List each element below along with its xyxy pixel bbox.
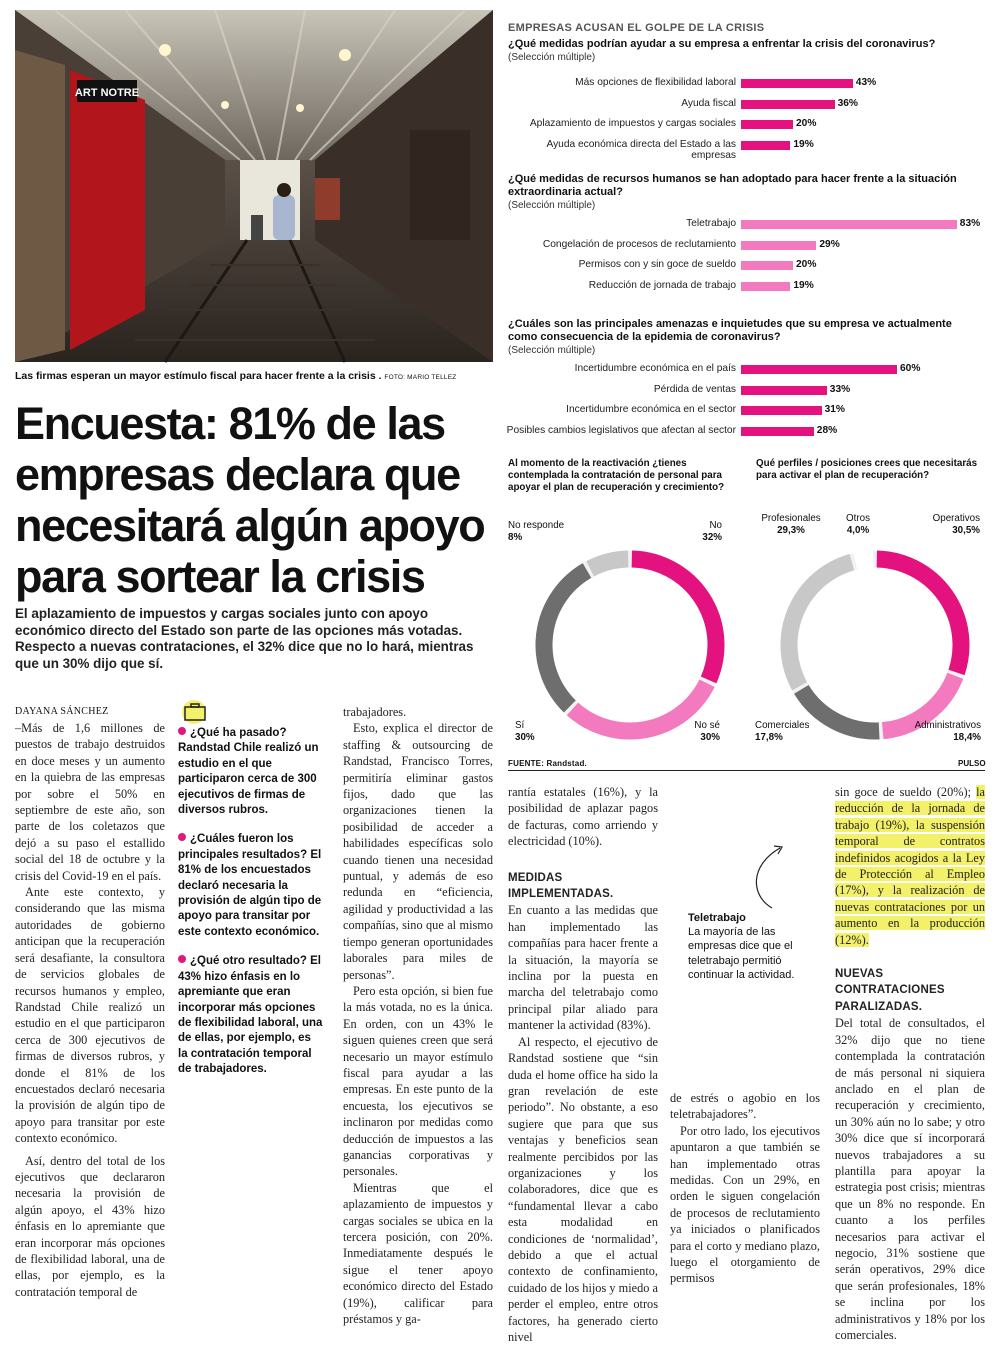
- bar-label: Incertidumbre económica en el país: [574, 363, 736, 374]
- pie-label-name: No responde: [508, 520, 565, 531]
- pie1-label-no: [700, 520, 722, 544]
- paragraph: [835, 784, 985, 948]
- pie-label-value: 29,3%: [777, 525, 805, 536]
- bar-value: 31%: [824, 404, 845, 415]
- pie-label-value: 30%: [700, 732, 720, 743]
- bar-value: 60%: [900, 363, 921, 374]
- sidebar-answer: El 81% de los encuestados declaró necesaria la provisión de algún tipo de apoyo para transitar por este contexto económico.: [178, 848, 322, 938]
- paragraph: trabajadores.: [343, 705, 407, 719]
- pie2-label-administrativos: [905, 720, 981, 744]
- pie1-label-no-se: [690, 720, 720, 744]
- sidebar-item: [178, 726, 323, 818]
- pie-label-name: Operativos: [932, 513, 980, 524]
- donut-slice-no-responde: [590, 559, 628, 569]
- body-column-6: [835, 784, 985, 1343]
- bar: [741, 100, 835, 109]
- paragraph: de estrés o agobio en los teletrabajadores”.: [670, 1091, 820, 1122]
- pie-label-name: Administrativos: [914, 720, 981, 731]
- bar-chart-3-subtitle: (Selección múltiple): [508, 345, 596, 356]
- sidebar-question: ¿Qué ha pasado?: [190, 727, 287, 739]
- bar: [741, 241, 816, 250]
- donut-slice-sí: [544, 571, 587, 707]
- bar: [741, 282, 790, 291]
- section-heading: MEDIDAS IMPLEMENTADAS.: [508, 871, 614, 901]
- sidebar-question: ¿Cuáles fueron los principales resultados?: [178, 833, 308, 861]
- callout-title: Teletrabajo: [688, 912, 746, 924]
- byline: DAYANA SÁNCHEZ: [15, 706, 109, 717]
- pie2-label-profesionales: [758, 513, 824, 537]
- bar-chart-1-subtitle: (Selección múltiple): [508, 52, 596, 63]
- infographic-title: EMPRESAS ACUSAN EL GOLPE DE LA CRISIS: [508, 22, 765, 34]
- pie-label-value: 4,0%: [846, 525, 870, 536]
- donut-slice-no: [632, 559, 716, 680]
- pie-label-name: No: [709, 520, 722, 531]
- brand-mark: PULSO: [958, 759, 986, 768]
- callout-text: La mayoría de las empresas dice que el teletrabajo permitió continuar la actividad.: [688, 926, 795, 981]
- sidebar-item: [178, 954, 323, 1077]
- sidebar-item: [178, 832, 323, 940]
- source-note: FUENTE: Randstad.: [508, 759, 587, 768]
- paragraph: Así, dentro del total de los ejecutivos que declararon necesaria la provisión de algún apoyo, el 43% hizo énfasis en lo apremiante que eran incorporar más opciones de flexibilidad laboral, una de ellas, por ejemplo, es la contratación temporal de: [15, 1153, 165, 1299]
- pie-label-name: No sé: [694, 720, 720, 731]
- bar-label: Permisos con y sin goce de sueldo: [578, 259, 736, 270]
- paragraph: Por otro lado, los ejecutivos apuntaron a que también se han implementado otras medidas. Con un 29%, en orden le siguen congelación de procesos de reclutamiento ya iniciados o planificados para el corto y mediano plazo, luego el otorgamiento de permisos: [670, 1123, 820, 1286]
- store-sign-text: ART NOTRE: [74, 87, 140, 99]
- bar-label: Aplazamiento de impuestos y cargas sociales: [529, 118, 736, 129]
- bar-label: Ayuda económica directa del Estado a las empresas: [546, 138, 736, 161]
- donut-slice-comerciales: [801, 689, 879, 731]
- bar-value: 20%: [796, 118, 817, 129]
- pie-label-name: Sí: [515, 720, 525, 731]
- bar: [741, 261, 793, 270]
- bar-value: 19%: [793, 279, 814, 291]
- bar-label: Pérdida de ventas: [653, 383, 736, 395]
- bar-label: Más opciones de flexibilidad laboral: [575, 77, 736, 88]
- pie-label-value: 30%: [515, 732, 535, 743]
- bar: [741, 406, 822, 415]
- deck: El aplazamiento de impuestos y cargas sociales junto con apoyo económico directo del Estado son parte de las opciones más votadas. Respecto a nuevas contrataciones, el 32% dice que no lo hará, mientras que un 30% dijo que sí.: [15, 606, 474, 671]
- pie-label-name: Profesionales: [761, 513, 821, 524]
- pie-label-value: 32%: [702, 532, 722, 543]
- bar-label: Ayuda fiscal: [681, 97, 736, 109]
- bar-label: Posibles cambios legislativos que afectan al sector: [506, 424, 736, 436]
- bar: [741, 386, 827, 395]
- bar: [741, 141, 790, 150]
- pie2-label-otros: [840, 513, 876, 537]
- pie1-label-no-responde: [508, 520, 564, 544]
- bar-chart-2-subtitle: (Selección múltiple): [508, 200, 596, 211]
- pie1-question: Al momento de la reactivación ¿tienes contemplada la contratación de personal para apoyar el plan de recuperación y crecimiento?: [508, 458, 725, 493]
- donut-slice-no-sé: [572, 683, 707, 731]
- paragraph: Del total de consultados, el 32% dijo que no tiene contemplada la contratación de más personal ni siquiera anclado en el plan de recuperación y crecimiento, un 30% aún no lo sabe; y otro 30% dice que sí incorporará nuevos trabajadores a su plantilla para apoyar la estrategia post crisis; mientras que un 8% no responde. En cuanto a los perfiles necesarios para activar el negocio, 31% sostiene que serán operativos, 29% dice que serán profesionales, 18% se inclina por los administrativos y 18% por los comerciales.: [835, 1016, 985, 1342]
- pie-label-value: 30,5%: [952, 525, 980, 536]
- donut-slice-operativos: [877, 559, 961, 672]
- paragraph: Esto, explica el director de staffing & outsourcing de Randstad, Francisco Torres, permitiría eliminar gastos fijos, dado que las organizaciones tienen la posibilidad de acceder a habilidades específicas solo cuando tienen una necesidad puntual, y además de eso redunda en “eficiencia, agilidad y productividad a las compañías, sino que al mismo tiempo generan oportunidades laborales para miles de personas”.: [343, 721, 493, 982]
- body-column-3: [343, 704, 493, 1327]
- caption-text: Las firmas esperan un mayor estímulo fiscal para hacer frente a la crisis .: [15, 370, 382, 382]
- paragraph: Mientras que el aplazamiento de impuestos y cargas sociales se ubica en la tercera posición, con 20%. Inmediatamente después le sigue el tener apoyo económico directo del Estado (19%), calificar para préstamos y ga-: [343, 1180, 493, 1327]
- sidebar-answer: Randstad Chile realizó un estudio en el que participaron cerca de 300 ejecutivos de firmas de diversos rubros.: [178, 742, 319, 817]
- bar-chart-3-title: ¿Cuáles son las principales amenazas e inquietudes que su empresa ve actualmente como consecuencia de la epidemia de coronavirus?: [508, 318, 952, 344]
- text-run: sin goce de sueldo (20%);: [835, 785, 971, 799]
- divider: [508, 770, 985, 771]
- headline: Encuesta: 81% de las empresas declara que necesitará algún apoyo para sortear la crisis: [15, 398, 485, 602]
- bar-label: Teletrabajo: [686, 218, 736, 229]
- bullet-dot-icon: [178, 727, 186, 735]
- bullet-dot-icon: [178, 955, 186, 963]
- pie2-label-comerciales: [755, 720, 809, 744]
- bar-value: 20%: [796, 259, 817, 270]
- bar-value: 43%: [855, 77, 877, 88]
- bar-label: Congelación de procesos de reclutamiento: [542, 238, 736, 250]
- paragraph: –Más de 1,6 millones de puestos de trabajo destruidos en doce meses y un aumento en la quiebra de las empresas por sobre el 50% en septiembre de este año, son parte de los coletazos que dejó a su paso el estallido social del 18 de octubre y la crisis del Covid-19 en el país.: [15, 721, 165, 883]
- briefcase-icon: [181, 700, 211, 724]
- bar-value: 83%: [959, 218, 981, 229]
- bar-value: 28%: [816, 424, 838, 436]
- body-column-5: [670, 1090, 820, 1287]
- bar-label: Incertidumbre económica en el sector: [566, 404, 736, 415]
- paragraph: rantía estatales (16%), y la posibilidad de aplazar pagos de facturas, como arriendo y electricidad (10%).: [508, 785, 658, 849]
- arcade-illustration: [15, 10, 493, 362]
- paragraph: Pero esta opción, si bien fue la más votada, no es la única. En orden, con un 43% le siguen quienes creen que será necesario un mayor estímulo fiscal para ayudar a las empresas. En este punto de la encuesta, los ejecutivos se inclinaron por medidas como deducción de impuestos a las ganancias corporativas y personales.: [343, 983, 493, 1179]
- pie1-label-si: [515, 720, 535, 744]
- pie-label-name: Comerciales: [755, 720, 810, 731]
- bar-chart-1-title: ¿Qué medidas podrían ayudar a su empresa a enfrentar la crisis del coronavirus?: [508, 38, 936, 50]
- pie2-label-operativos: [924, 513, 980, 537]
- section-heading: NUEVAS CONTRATACIONES PARALIZADAS.: [835, 968, 945, 1013]
- bar: [741, 220, 957, 229]
- pie-label-name: Otros: [846, 513, 870, 524]
- sidebar-question: ¿Qué otro resultado?: [190, 955, 307, 968]
- paragraph: En cuanto a las medidas que han implementado las compañías para hacer frente a la situación, la mayoría se inclina por la puesta en marcha del teletrabajo como principal pilar aliado para mantener la actividad (83%).: [508, 903, 658, 1033]
- donut-slice-profesionales: [789, 562, 852, 686]
- bar-value: 33%: [829, 383, 851, 395]
- sidebar-answer: El 43% hizo énfasis en lo apremiante que eran incorporar más opciones de flexibilidad laboral, una de ellas, por ejemplo, es la contratación temporal de trabajadores.: [178, 955, 323, 1076]
- bar: [741, 120, 793, 129]
- bar-label: Reducción de jornada de trabajo: [588, 279, 736, 291]
- bullet-dot-icon: [178, 833, 186, 841]
- article-photo: [15, 10, 493, 362]
- bar-chart-2-title: ¿Qué medidas de recursos humanos se han adoptado para hacer frente a la situación extraordinaria actual?: [508, 173, 957, 199]
- body-column-1: [15, 720, 165, 1300]
- bar-value: 29%: [819, 238, 840, 250]
- photo-caption: [15, 370, 493, 382]
- pie-label-value: 18,4%: [953, 732, 981, 743]
- pie2-question: Qué perfiles / posiciones crees que necesitarás para activar el plan de recuperación?: [756, 458, 978, 481]
- pie-label-value: 8%: [508, 532, 523, 543]
- highlighted-text: la reducción de la jornada de trabajo (19%), la suspensión temporal de contratos indefinidos acogidos a la Ley de Protección al Empleo (17%), y la realización de nuevas contrataciones por un aumento en la producción (12%).: [835, 785, 985, 947]
- bar-value: 19%: [793, 138, 814, 150]
- bar: [741, 365, 897, 374]
- bar: [741, 79, 853, 88]
- sidebar-box: [178, 700, 323, 1078]
- callout-arrow-icon: [740, 840, 800, 910]
- paragraph: Al respecto, el ejecutivo de Randstad sostiene que “sin duda el home office ha sido la gran revelación de este periodo”. No obstante, a eso sugiere que para que sus ventajas y beneficios sean realmente percibidos por las organizaciones y los colaboradores, dice que es “fundamental llevar a cabo esta modalidad en condiciones de ‘normalidad’, debido a que el actual contexto de confinamiento, cuidado de los hijos y miedo a perder el empleo, entre otros factores, ha generado cierto nivel: [508, 1034, 658, 1344]
- teletrabajo-callout: [688, 911, 818, 982]
- pie-chart-profiles: [775, 545, 975, 745]
- bar: [741, 427, 814, 436]
- donut-slice-otros: [855, 559, 873, 561]
- body-column-4: [508, 784, 658, 1345]
- bar-value: 36%: [837, 97, 858, 109]
- photo-credit: FOTO: MARIO TELLEZ: [384, 374, 457, 381]
- paragraph: Ante este contexto, y considerando que las misma autoridades de gobierno anticipan que la recuperación será desafiante, la consultora de servicios globales de recursos humanos y empleo, Randstad Chile realizó un estudio en el que participaron cerca de 300 ejecutivos de firmas de diversos rubros, y donde el 81% de los encuestados declaró necesaria la provisión de algún tipo de apoyo para transitar por este contexto económico.: [15, 885, 165, 1146]
- pie-label-value: 17,8%: [755, 732, 783, 743]
- pie-chart-hiring: [530, 545, 730, 745]
